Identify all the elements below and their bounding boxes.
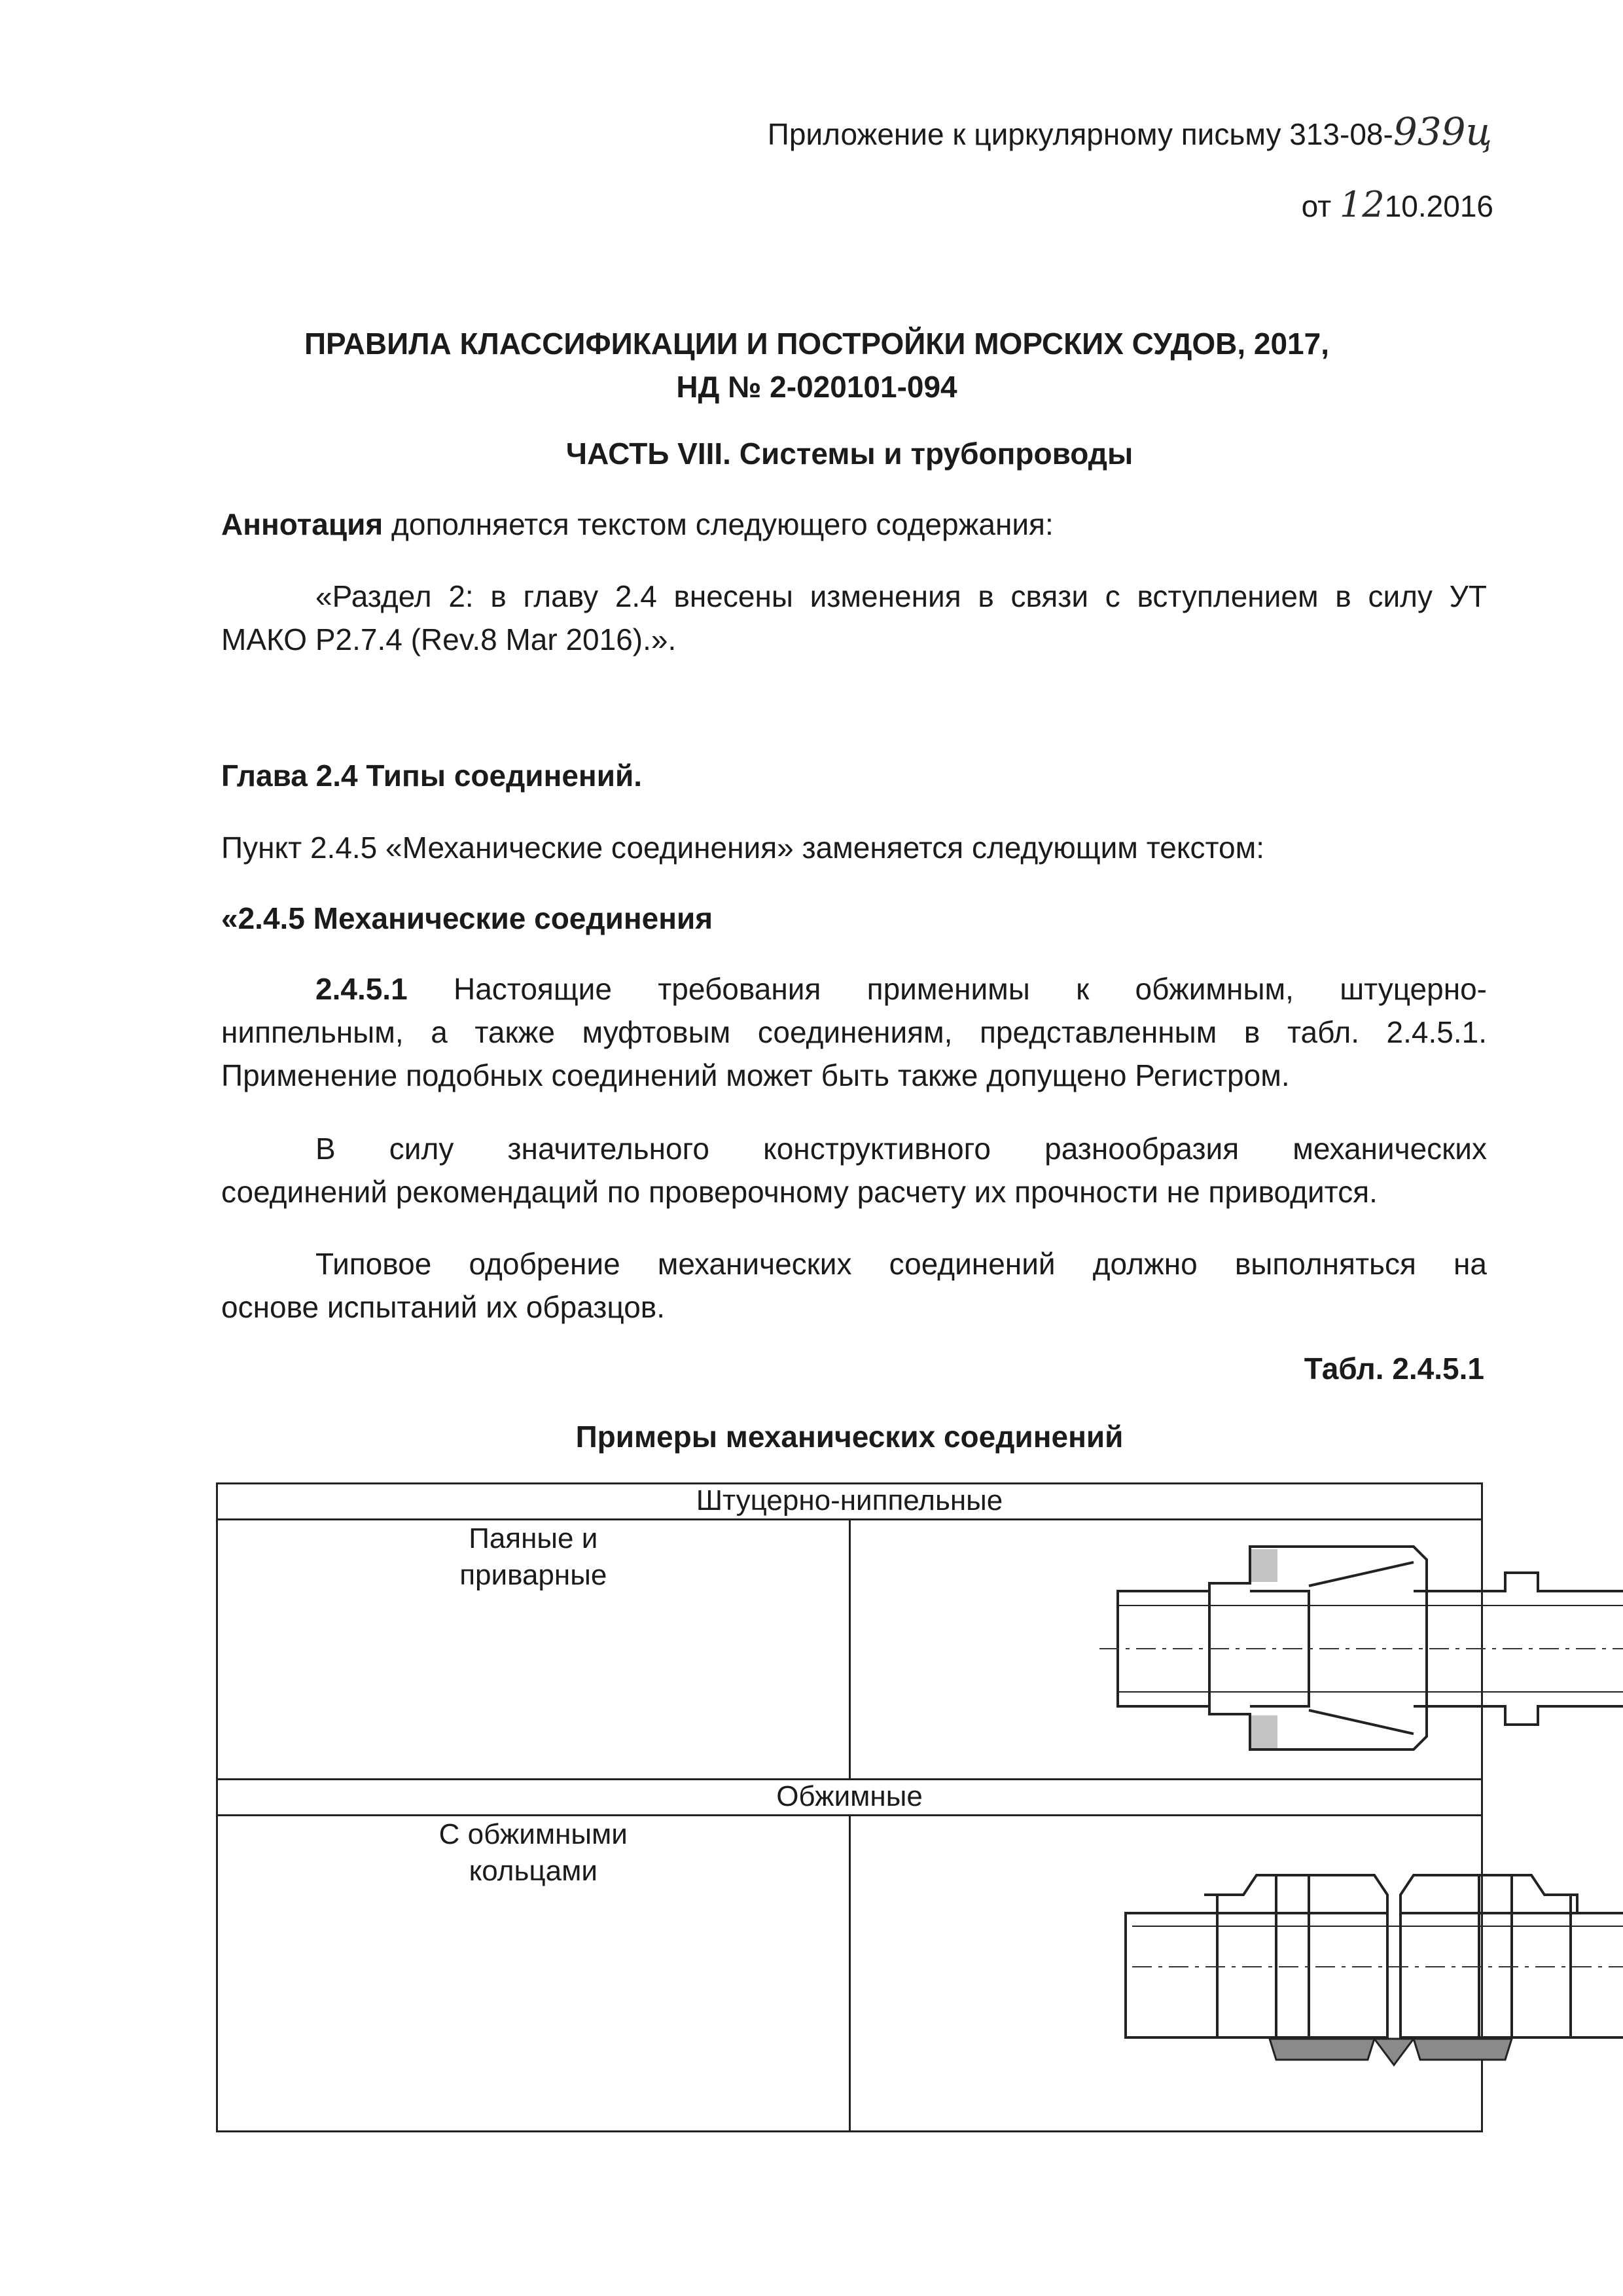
handwritten-letter-number: 939ц [1393, 109, 1492, 154]
examples-table [216, 1482, 1483, 2132]
annotation-quote-line-2: МАКО P2.7.4 (Rev.8 Mar 2016).». [221, 622, 677, 656]
group-header-union: Штуцерно-ниппельные [217, 1484, 1482, 1520]
part-title: ЧАСТЬ VIII. Системы и трубопроводы [565, 437, 1133, 471]
appendix-text: Приложение к циркулярному письму 313-08- [767, 117, 1393, 151]
row-label-compression-rings: С обжимными кольцами [217, 1816, 850, 2132]
annotation-paragraph [221, 503, 1054, 546]
paragraph-3-line-1: Типовое одобрение механических соединений должно выполняться на [315, 1247, 1487, 1281]
group-header-compression: Обжимные [217, 1780, 1482, 1816]
replacement-note: Пункт 2.4.5 «Механические соединения» заменяется следующим текстом: [221, 831, 1265, 865]
table-group-header-row [217, 1484, 1482, 1520]
annotation-label: Аннотация [221, 507, 383, 541]
compression-rings [1270, 2039, 1512, 2065]
appendix-header [0, 110, 1492, 156]
date-suffix: 10.2016 [1384, 189, 1493, 223]
paragraph-2-line-1: В силу значительного конструктивного разнообразия механических [315, 1132, 1487, 1166]
table-caption: Примеры механических соединений [575, 1420, 1124, 1454]
coupling-right [1400, 1875, 1577, 1913]
compression-joint-drawing [851, 1816, 1623, 2130]
table-row [217, 1816, 1482, 2132]
compression-joint-figure-cell [849, 1816, 1482, 2132]
annotation-quote-line-1: «Раздел 2: в главу 2.4 внесены изменения в связи с вступлением в силу УТ [315, 579, 1487, 613]
paragraph-2-line-2: соединений рекомендаций по проверочному расчету их прочности не приводится. [221, 1175, 1378, 1209]
table-number: Табл. 2.4.5.1 [1304, 1352, 1484, 1386]
chapter-heading: Глава 2.4 Типы соединений. [221, 759, 643, 793]
row-label-brazed-welded: Паяные и приварные [217, 1520, 850, 1780]
appendix-date [0, 183, 1493, 228]
annotation-text: дополняется текстом следующего содержания: [383, 507, 1054, 541]
document-title: ПРАВИЛА КЛАССИФИКАЦИИ И ПОСТРОЙКИ МОРСКИХ СУДОВ, 2017, [304, 327, 1330, 361]
paragraph-1-line-3: Применение подобных соединений может быть также допущено Регистром. [221, 1058, 1290, 1092]
document-number: НД № 2-020101-094 [676, 370, 957, 404]
coupling-left [1204, 1875, 1387, 1913]
paragraph-1-line-1: 2.4.5.1 Настоящие требования применимы к обжимным, штуцерно- [315, 972, 1488, 1006]
date-prefix: от [1301, 189, 1332, 223]
union-joint-figure-cell [849, 1520, 1482, 1780]
section-heading: «2.4.5 Механические соединения [221, 901, 713, 935]
table-row [217, 1520, 1482, 1780]
table-group-header-row [217, 1780, 1482, 1816]
handwritten-day: 12 [1340, 184, 1385, 225]
left-pipe [1126, 1913, 1387, 2037]
paragraph-number: 2.4.5.1 [315, 972, 408, 1006]
union-joint-drawing [851, 1520, 1623, 1778]
paragraph-3-line-2: основе испытаний их образцов. [221, 1290, 666, 1324]
paragraph-1-line-2: ниппельным, а также муфтовым соединениям, представленным в табл. 2.4.5.1. [221, 1015, 1487, 1049]
